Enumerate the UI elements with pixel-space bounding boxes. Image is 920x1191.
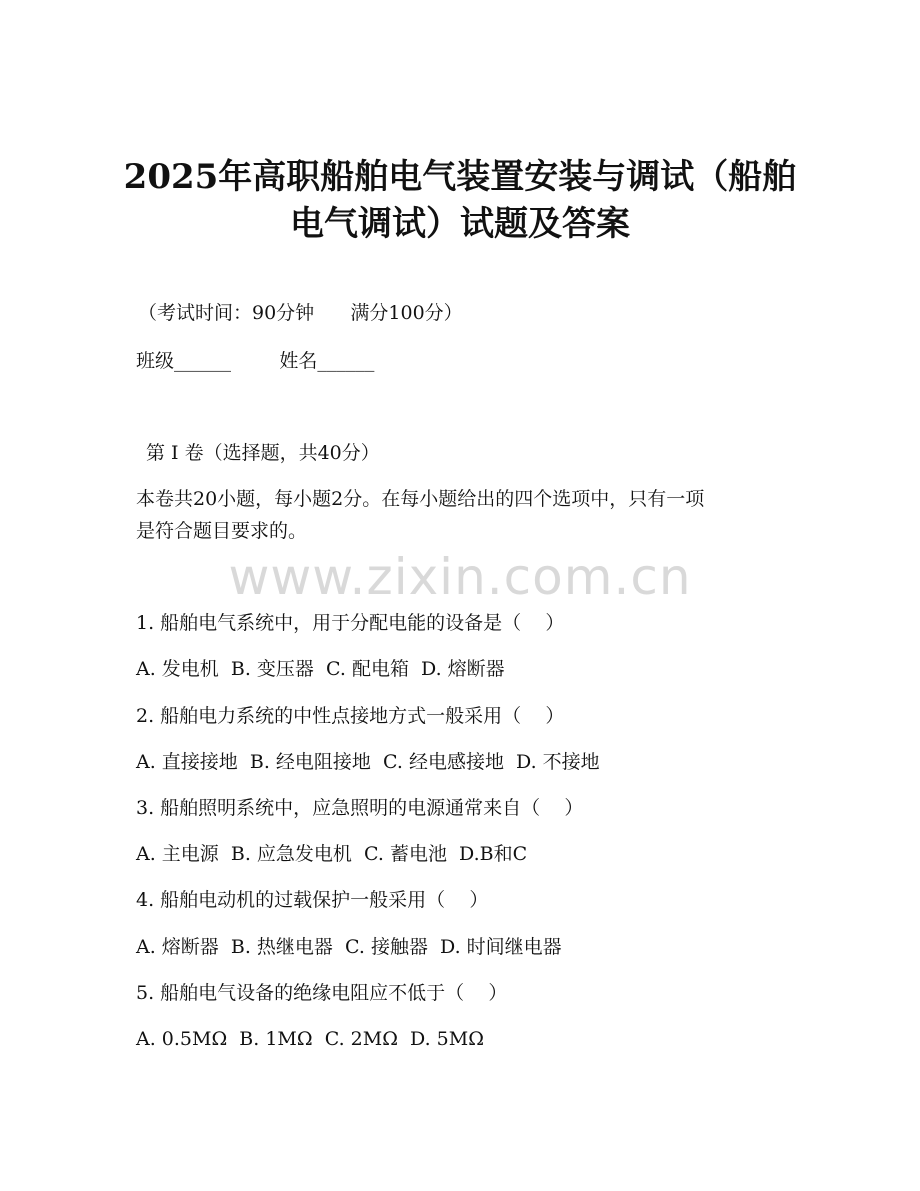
instructions-line-2: 是符合题目要求的。 [136,520,308,542]
question-2-stem: 2. 船舶电力系统的中性点接地方式一般采用（ ） [136,705,565,727]
document-title-line-2: 电气调试）试题及答案 [290,204,630,244]
question-5-options: A. 0.5MΩ B. 1MΩ C. 2MΩ D. 5MΩ [136,1028,484,1050]
instructions-line-1: 本卷共20小题，每小题2分。在每小题给出的四个选项中，只有一项 [136,488,705,510]
question-4-stem: 4. 船舶电动机的过载保护一般采用（ ） [136,889,489,911]
question-4-options: A. 熔断器 B. 热继电器 C. 接触器 D. 时间继电器 [136,936,562,958]
question-1-options: A. 发电机 B. 变压器 C. 配电箱 D. 熔断器 [136,658,505,680]
watermark: www.zixin.com.cn [228,548,692,606]
question-1-stem: 1. 船舶电气系统中，用于分配电能的设备是（ ） [136,612,565,634]
question-3-stem: 3. 船舶照明系统中，应急照明的电源通常来自（ ） [136,797,584,819]
section-header: 第 I 卷（选择题，共40分） [146,442,380,464]
question-3-options: A. 主电源 B. 应急发电机 C. 蓄电池 D.B和C [136,843,528,865]
exam-info: （考试时间：90分钟 满分100分） [138,302,463,324]
class-name-fields: 班级______ 姓名______ [136,350,375,372]
question-5-stem: 5. 船舶电气设备的绝缘电阻应不低于（ ） [136,982,508,1004]
document-title-line-1: 2025年高职船舶电气装置安装与调试（船舶 [123,157,797,197]
question-2-options: A. 直接接地 B. 经电阻接地 C. 经电感接地 D. 不接地 [136,751,600,773]
